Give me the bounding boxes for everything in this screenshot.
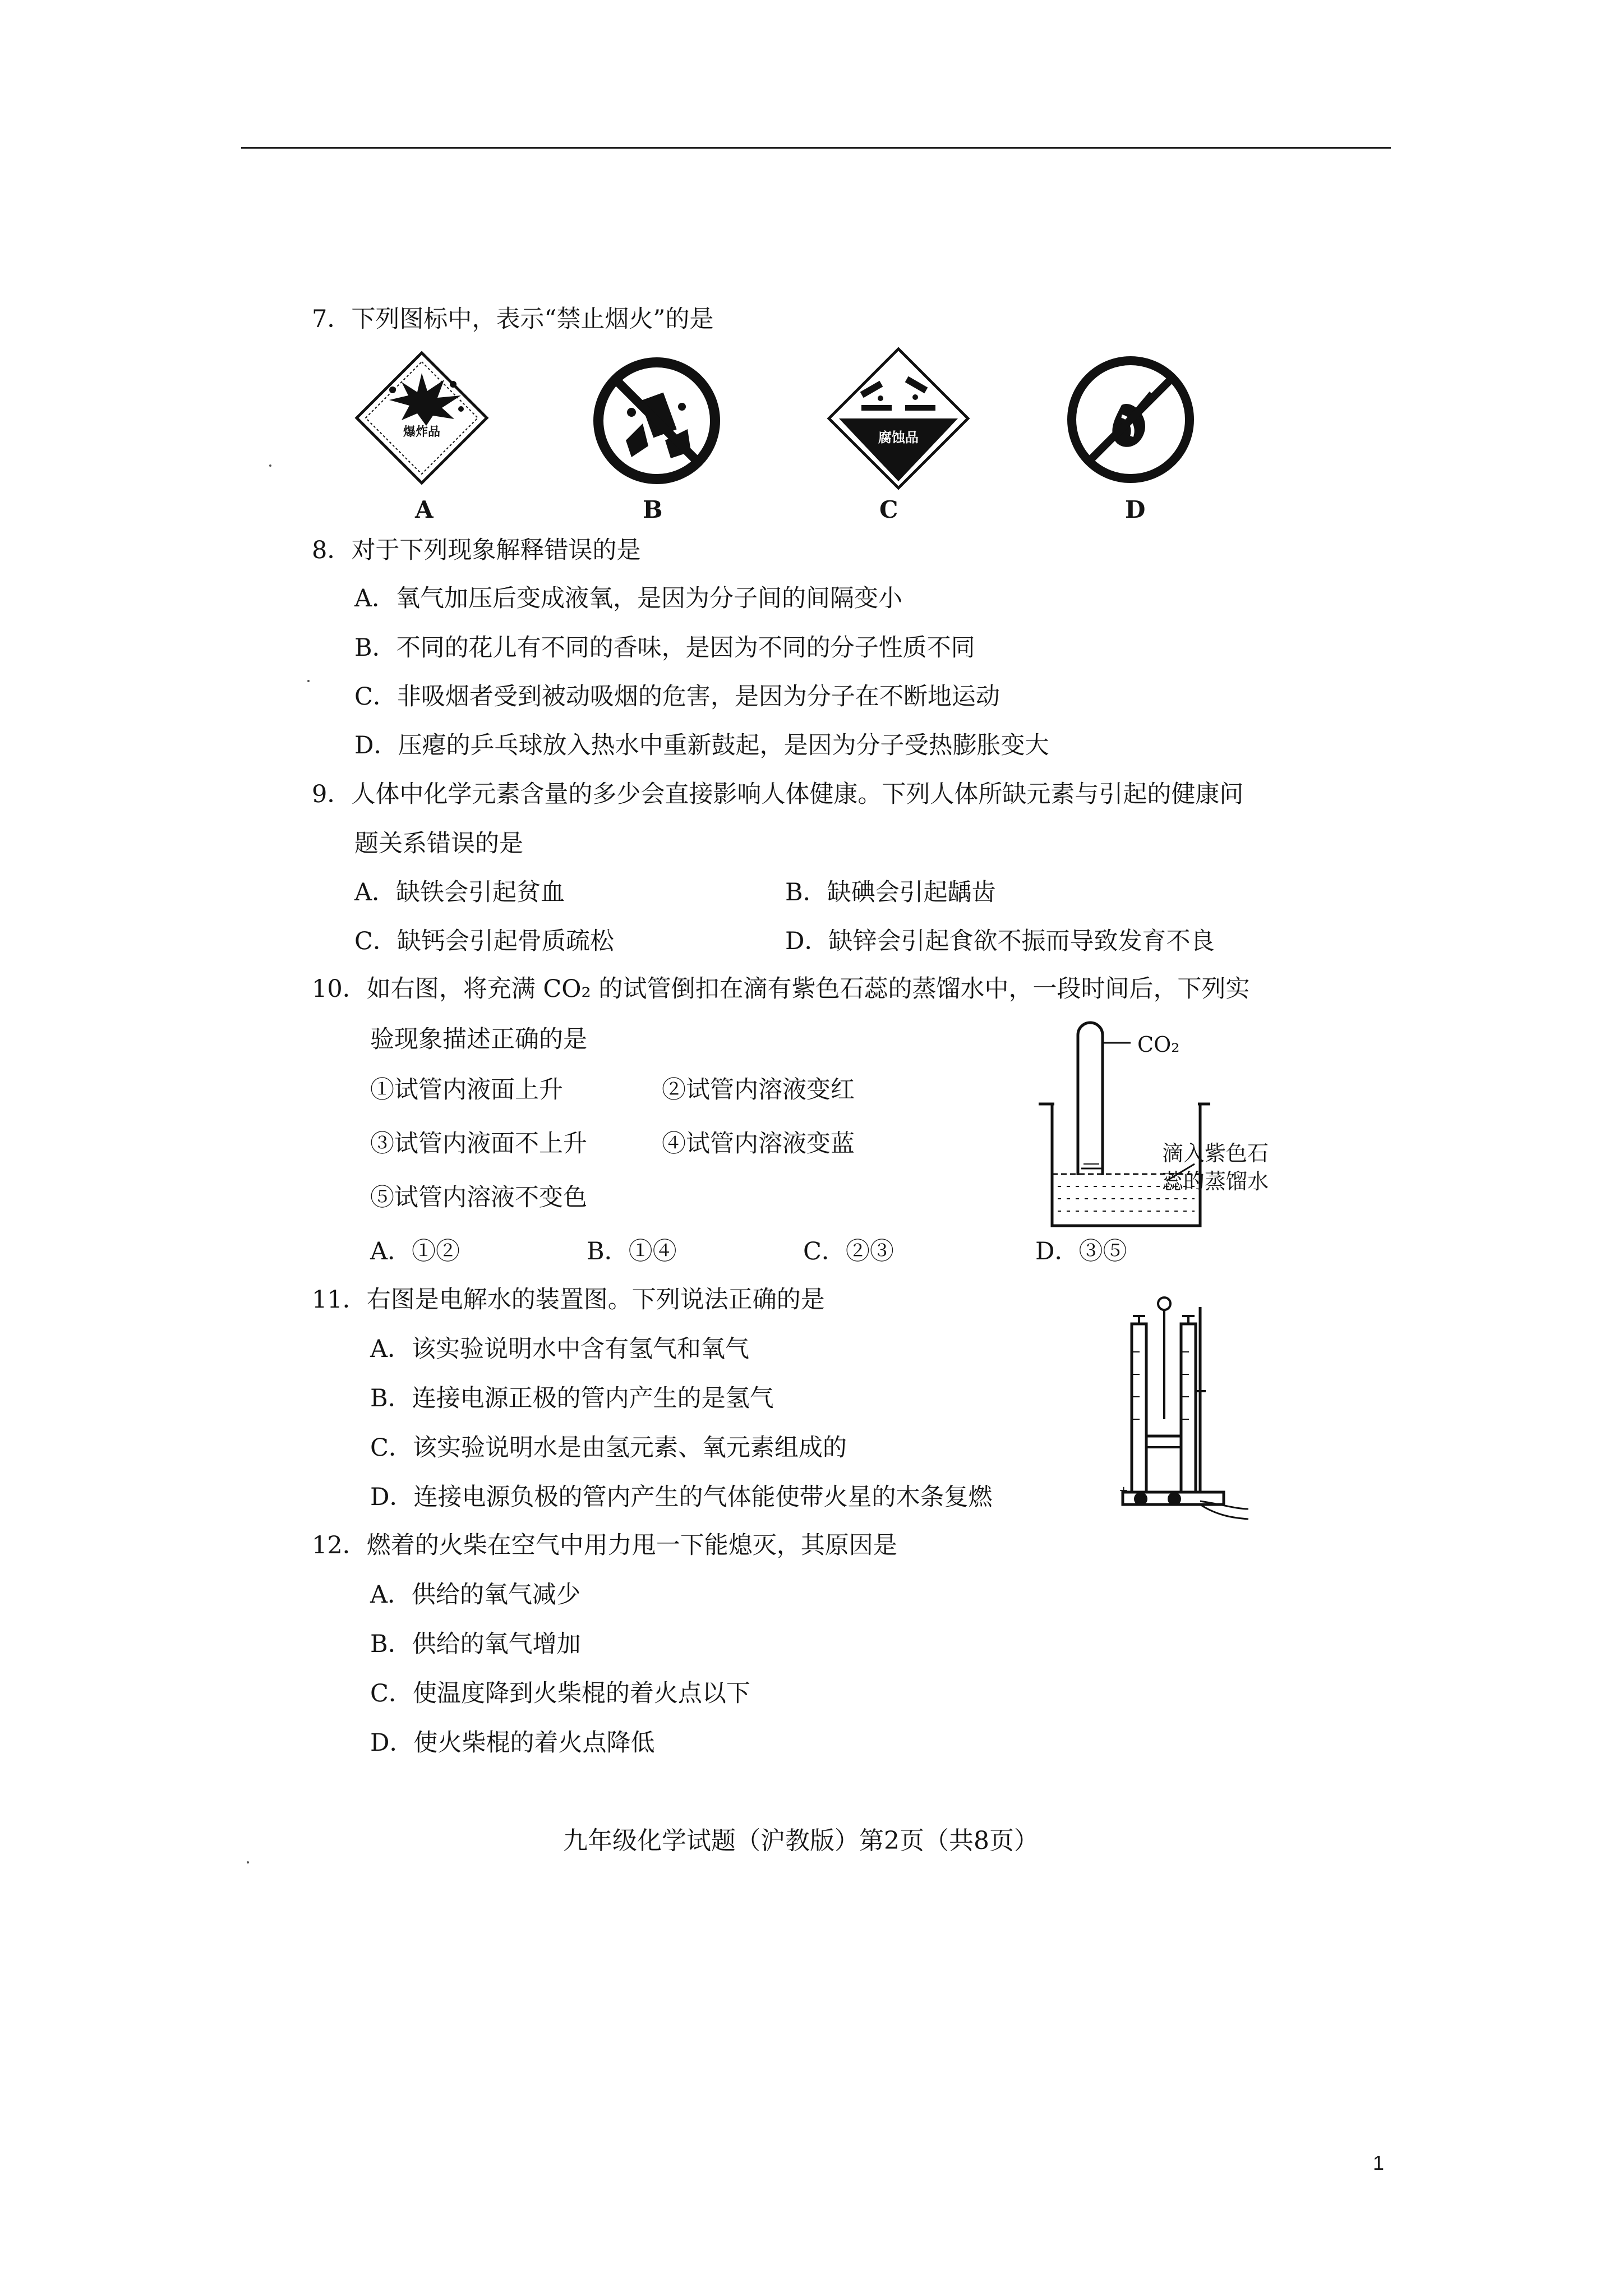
q8-option-d: D．压瘪的乒乓球放入热水中重新鼓起，是因为分子受热膨胀变大 [354, 731, 1049, 760]
q12-stem: 12．燃着的火柴在空气中用力甩一下能熄灭，其原因是 [312, 1531, 897, 1559]
q11-option-a: A．该实验说明水中含有氢气和氧气 [370, 1335, 750, 1363]
water-label-line2: 蕊的蒸馏水 [1162, 1169, 1269, 1194]
scan-speck [307, 680, 310, 682]
q10-option-c: C．②③ [803, 1237, 894, 1266]
scan-speck [247, 1861, 249, 1864]
q10-option-b: B．①④ [587, 1237, 677, 1266]
q9-option-a: A．缺铁会引起贫血 [354, 878, 565, 907]
q8-option-a: A．氧气加压后变成液氧，是因为分子间的间隔变小 [354, 585, 903, 613]
explosive-hazard-icon [354, 351, 489, 487]
svg-text:+: + [1119, 1482, 1128, 1499]
corrosive-hazard-icon [827, 347, 970, 493]
page-footer: 九年级化学试题（沪教版）第2页（共8页） [563, 1826, 1039, 1855]
water-label-line1: 滴入紫色石 [1162, 1141, 1269, 1166]
q10-option-a: A．①② [370, 1237, 460, 1266]
q12-option-d: D．使火柴棍的着火点降低 [370, 1729, 655, 1757]
q10-stem-line1: 10．如右图，将充满 CO₂ 的试管倒扣在滴有紫色石蕊的蒸馏水中，一段时间后，下列实 [312, 975, 1250, 1003]
q11-stem: 11．右图是电解水的装置图。下列说法正确的是 [312, 1286, 825, 1314]
explosive-sign-text: 爆炸品 [403, 425, 440, 439]
q12-option-c: C．使温度降到火柴棍的着火点以下 [370, 1680, 750, 1708]
q10-item-2: ②试管内溶液变红 [662, 1076, 855, 1104]
no-fireworks-icon [592, 356, 721, 487]
q10-item-1: ①试管内液面上升 [370, 1076, 563, 1104]
electrolysis-apparatus-figure [1116, 1296, 1251, 1531]
q9-option-d: D．缺锌会引起食欲不振而导致发育不良 [785, 927, 1215, 955]
q10-stem-line2: 验现象描述正确的是 [370, 1025, 587, 1053]
q12-option-a: A．供给的氧气减少 [370, 1581, 581, 1609]
q12-option-b: B．供给的氧气增加 [370, 1630, 581, 1658]
q8-option-c: C．非吸烟者受到被动吸烟的危害，是因为分子在不断地运动 [354, 683, 1000, 711]
header-rule [241, 147, 1391, 149]
scan-speck [269, 464, 271, 467]
q9-option-c: C．缺钙会引起骨质疏松 [354, 927, 614, 955]
q10-item-5: ⑤试管内溶液不变色 [370, 1184, 587, 1212]
test-tube-beaker-figure [1032, 1013, 1290, 1248]
q7-label-d: D [1125, 496, 1146, 523]
q11-option-c: C．该实验说明水是由氢元素、氧元素组成的 [370, 1434, 847, 1462]
q8-option-b: B．不同的花儿有不同的香味，是因为不同的分子性质不同 [354, 634, 975, 662]
page-number: 1 [1373, 2151, 1385, 2174]
q10-option-d: D．③⑤ [1035, 1237, 1127, 1266]
q7-label-a: A [415, 496, 434, 523]
q8-stem: 8．对于下列现象解释错误的是 [312, 536, 641, 564]
no-smoking-icon [1066, 355, 1196, 487]
q7-label-b: B [643, 496, 663, 523]
q10-item-3: ③试管内液面不上升 [370, 1130, 587, 1158]
q11-option-d: D．连接电源负极的管内产生的气体能使带火星的木条复燃 [370, 1483, 993, 1511]
corrosive-sign-text: 腐蚀品 [878, 429, 919, 445]
q9-stem-line2: 题关系错误的是 [354, 830, 523, 858]
q7-label-c: C [879, 496, 898, 523]
q7-stem: 7．下列图标中，表示“禁止烟火”的是 [312, 305, 714, 333]
q9-option-b: B．缺碘会引起龋齿 [785, 878, 996, 907]
q10-item-4: ④试管内溶液变蓝 [662, 1130, 855, 1158]
q9-stem-line1: 9．人体中化学元素含量的多少会直接影响人体健康。下列人体所缺元素与引起的健康问 [312, 780, 1244, 808]
q11-option-b: B．连接电源正极的管内产生的是氢气 [370, 1384, 774, 1412]
co2-label: CO₂ [1137, 1032, 1180, 1057]
